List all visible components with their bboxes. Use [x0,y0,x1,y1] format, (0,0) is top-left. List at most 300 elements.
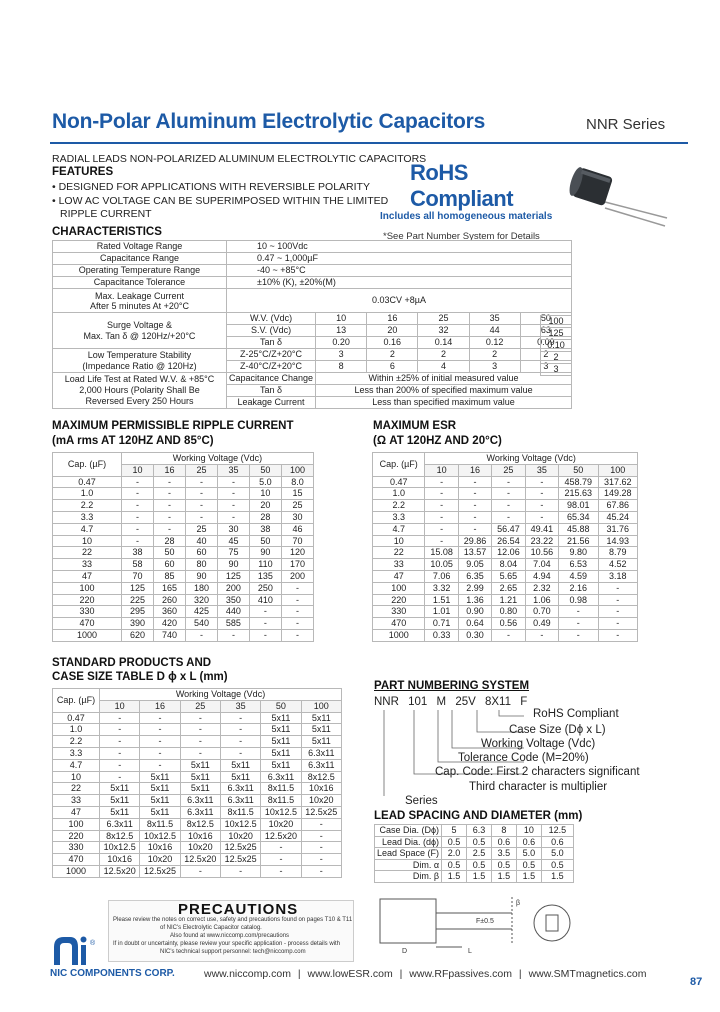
cap-header: Cap. (µF) [53,689,100,713]
table-cell: 100 [53,818,100,830]
voltage-header: 16 [140,700,180,712]
table-cell: 200 [217,582,249,594]
table-cell: 8x12.5 [301,771,341,783]
table-cell: 25 [281,500,313,512]
page-number: 87 [690,976,703,988]
lead-heading: LEAD SPACING AND DIAMETER (mm) [374,810,583,822]
table-cell: 12.5x20 [100,865,140,877]
table-cell: - [425,488,458,500]
table-cell: 50 [249,535,281,547]
table-cell: 5x11 [140,795,180,807]
table-cell: 10x12.5 [100,842,140,854]
table-cell: 15.08 [425,547,458,559]
table-cell: 215.63 [559,488,598,500]
table-cell: 3.32 [425,582,458,594]
table-cell: - [140,712,180,724]
table-cell: 0.30 [458,629,491,641]
table-cell: 6.3 [467,825,492,837]
voltage-header: 25 [180,700,220,712]
char-value: 10 ~ 100Vdc [227,241,572,253]
pn-item: Third character is multiplier [469,781,608,793]
table-cell: 6.35 [458,570,491,582]
page-title: Non-Polar Aluminum Electrolytic Capacitors [52,110,486,133]
table-cell: 1.5 [442,871,467,883]
table-cell: - [122,488,154,500]
char-label: Surge Voltage & [106,319,173,330]
char-value: 100 [541,316,572,328]
table-cell: 0.47 [373,476,425,488]
table-cell: - [185,500,217,512]
table-cell: - [122,535,154,547]
char-label: Z-25°C/Z+20°C [227,349,316,361]
table-row [373,559,638,571]
table-row [53,795,342,807]
title-divider [50,142,688,144]
table-row [53,806,342,818]
table-cell: 4.94 [525,570,558,582]
table-cell: 320 [185,594,217,606]
table-cell: 0.5 [491,859,516,871]
table-row [53,618,314,630]
table-cell: - [153,500,185,512]
table-cell: 4.7 [373,523,425,535]
pn-item: Working Voltage (Vdc) [481,738,596,750]
table-cell: - [559,629,598,641]
char-label: (Impedance Ratio @ 120Hz) [82,360,197,371]
table-cell: - [185,488,217,500]
char-value: 0.09 [520,337,571,349]
table-cell: 540 [185,618,217,630]
table-cell: 295 [122,606,154,618]
table-row [53,606,314,618]
table-row [373,500,638,512]
pn-tolerance: M [436,696,447,708]
footer-links [204,968,646,980]
char-value: ±10% (K), ±20%(M) [227,277,572,289]
table-cell: - [185,476,217,488]
table-cell: - [185,511,217,523]
wv-header: Working Voltage (Vdc) [425,453,638,465]
char-value: 2 [418,349,469,361]
table-cell: - [220,736,260,748]
table-cell: 5x11 [261,747,301,759]
table-cell: - [261,854,301,866]
precaution-line: If in doubt or uncertainty, please review your specific application - process details with [113,941,341,947]
table-cell: - [122,523,154,535]
table-cell: - [220,865,260,877]
table-cell: 8x11.5 [220,806,260,818]
table-cell: - [458,523,491,535]
table-cell: - [492,629,525,641]
table-cell: 390 [122,618,154,630]
table-cell: 110 [249,559,281,571]
footer-link[interactable]: www.SMTmagnetics.com [528,968,647,980]
table-cell: - [281,594,313,606]
table-row [373,511,638,523]
table-cell: - [492,476,525,488]
table-row [373,606,638,618]
table-cell: 440 [217,606,249,618]
char-label: Capacitance Tolerance [53,277,227,289]
precaution-line: Please review the notes on correct use, safety and precautions found on pages T10 & T11 [113,917,353,923]
table-cell: - [525,488,558,500]
table-cell: 10x16 [180,830,220,842]
table-cell: 30 [281,511,313,523]
table-cell: 7.06 [425,570,458,582]
table-cell: 30 [217,523,249,535]
table-cell: Dim. β [375,871,442,883]
char-value: 8 [316,361,367,373]
voltage-header: 100 [301,700,341,712]
char-value: Within ±25% of initial measured value [316,373,572,385]
table-cell: 12.5x20 [261,830,301,842]
table-cell: - [122,500,154,512]
table-cell: 1.0 [53,724,100,736]
lead-label-l: L [468,948,472,955]
char-value: 0.14 [418,337,469,349]
table-cell: 10x12.5 [261,806,301,818]
table-cell: 5x11 [180,759,220,771]
table-cell: 740 [153,629,185,641]
table-cell: - [217,488,249,500]
voltage-header: 100 [281,464,313,476]
char-label: Max. Tan δ @ 120Hz/+20°C [83,330,196,341]
table-cell: - [525,511,558,523]
table-cell: 21.56 [559,535,598,547]
table-cell: 1.5 [516,871,541,883]
table-cell: - [217,511,249,523]
table-cell: - [180,747,220,759]
table-row [53,547,314,559]
table-cell: 70 [281,535,313,547]
table-cell: - [301,818,341,830]
table-cell: - [281,582,313,594]
table-cell: 13.57 [458,547,491,559]
table-cell: 12.5x25 [140,865,180,877]
table-cell: 2.2 [53,736,100,748]
table-cell: 0.6 [491,836,516,848]
table-cell: 8.79 [598,547,637,559]
case-heading: STANDARD PRODUCTS AND [52,657,212,669]
table-cell: 330 [53,606,122,618]
table-cell: 149.28 [598,488,637,500]
table-cell: - [425,523,458,535]
voltage-header: 50 [261,700,301,712]
table-cell: - [525,500,558,512]
table-cell: 10x20 [261,818,301,830]
table-cell: 58 [122,559,154,571]
table-cell: 2.5 [467,848,492,860]
table-cell: 12.5 [541,825,573,837]
table-cell: 10x16 [140,842,180,854]
table-cell: - [180,736,220,748]
table-cell: 46 [281,523,313,535]
table-cell: 220 [373,594,425,606]
table-cell: - [261,865,301,877]
table-row [375,848,574,860]
table-cell: - [153,488,185,500]
char-value: Less than 200% of specified maximum value [316,385,572,397]
table-cell: 260 [153,594,185,606]
table-cell: 200 [281,570,313,582]
pn-item: Series [405,795,438,807]
table-cell: 38 [122,547,154,559]
table-cell: 5x11 [261,712,301,724]
ripple-subheading: (mA rms AT 120HZ AND 85°C) [52,435,214,447]
voltage-header: 25 [185,464,217,476]
table-cell: 6.3x11 [180,795,220,807]
table-cell: 2.32 [525,582,558,594]
char-value: 0.47 ~ 1,000µF [227,253,572,265]
table-cell: - [425,535,458,547]
char-value: 3 [316,349,367,361]
table-cell: 2.0 [442,848,467,860]
table-cell: 0.90 [458,606,491,618]
footer-link[interactable]: www.RFpassives.com [409,968,512,980]
voltage-header: 50 [249,464,281,476]
voltage-header: 16 [458,464,491,476]
table-cell: - [458,488,491,500]
char-100v-column [540,315,572,376]
table-cell: 22 [373,547,425,559]
table-cell: 50 [153,547,185,559]
table-cell: - [122,476,154,488]
case-size-table [52,688,342,878]
table-cell: 0.5 [467,836,492,848]
table-row [373,618,638,630]
table-cell: - [425,500,458,512]
esr-heading: MAXIMUM ESR [373,420,457,432]
table-cell: - [100,724,140,736]
table-cell: 100 [53,582,122,594]
precaution-line[interactable]: NIC's technical support personnel: tech@niccomp.com [160,949,306,955]
characteristics-table [52,240,572,409]
table-cell: 5x11 [100,806,140,818]
table-cell: 8x11.5 [261,783,301,795]
table-cell: 28 [153,535,185,547]
char-value: 0.20 [316,337,367,349]
char-value: 2 [520,349,571,361]
char-value: 25 [418,313,469,325]
voltage-header: 16 [153,464,185,476]
table-cell: 60 [153,559,185,571]
table-cell: 620 [122,629,154,641]
table-cell: 470 [53,854,100,866]
table-row [53,854,342,866]
char-label: Tan δ [227,337,316,349]
table-cell: 317.62 [598,476,637,488]
table-row [53,535,314,547]
rohs-note: Includes all homogeneous materials [380,211,553,222]
voltage-header: 100 [598,464,637,476]
table-cell: - [598,594,637,606]
table-cell: 10 [53,535,122,547]
table-cell: 135 [249,570,281,582]
table-row [375,859,574,871]
pn-item: Case Size (Dϕ x L) [509,724,606,736]
table-cell: - [100,759,140,771]
case-subheading: CASE SIZE TABLE D ϕ x L (mm) [52,671,228,683]
char-value: 10 [316,313,367,325]
table-cell: - [153,511,185,523]
table-cell: - [100,736,140,748]
footer-separator: | [297,968,301,980]
table-cell: - [249,606,281,618]
table-cell: 420 [153,618,185,630]
table-cell: 33 [53,559,122,571]
footer-link[interactable]: www.niccomp.com [204,968,291,980]
table-cell: 4.59 [559,570,598,582]
table-cell: 15 [281,488,313,500]
table-cell: 6.3x11 [100,818,140,830]
table-row [53,488,314,500]
table-cell: 6.3x11 [301,747,341,759]
table-cell: 33 [373,559,425,571]
voltage-header: 25 [492,464,525,476]
table-cell: 5x11 [261,759,301,771]
table-cell: 6.3x11 [261,771,301,783]
table-cell: 29.86 [458,535,491,547]
table-row [53,830,342,842]
char-value: 44 [469,325,520,337]
table-cell: 9.80 [559,547,598,559]
table-cell: - [492,511,525,523]
table-cell: 75 [217,547,249,559]
table-row [53,559,314,571]
table-cell: - [180,712,220,724]
char-value: 2 [367,349,418,361]
table-row [375,871,574,883]
table-cell: 67.86 [598,500,637,512]
table-cell: 5.65 [492,570,525,582]
esr-table [372,452,638,642]
table-cell: 2.65 [492,582,525,594]
table-cell: 330 [53,842,100,854]
table-cell: 220 [53,594,122,606]
table-cell: 56.47 [492,523,525,535]
table-cell: - [492,488,525,500]
capacitor-image [565,160,675,230]
features-heading: FEATURES [52,166,114,178]
table-cell: 1000 [373,629,425,641]
table-cell: 5.0 [516,848,541,860]
table-cell: 90 [217,559,249,571]
char-value: 0.03CV +8µA [227,289,572,313]
table-cell: 28 [249,511,281,523]
table-cell: 22 [53,547,122,559]
table-cell: 0.98 [559,594,598,606]
table-cell: 1.5 [467,871,492,883]
table-row [53,500,314,512]
table-cell: 180 [185,582,217,594]
char-label: Rated Voltage Range [53,241,227,253]
table-cell: 3.3 [373,511,425,523]
pn-rohs: F [520,696,528,708]
char-label: Tan δ [227,385,316,397]
table-cell: 0.5 [467,859,492,871]
table-cell: 14.93 [598,535,637,547]
table-row [373,629,638,641]
table-cell: 3.3 [53,511,122,523]
table-cell: 350 [217,594,249,606]
table-cell: 10 [516,825,541,837]
table-row [53,582,314,594]
table-cell: Lead Dia. (dϕ) [375,836,442,848]
table-cell: 12.06 [492,547,525,559]
table-cell: 1000 [53,629,122,641]
table-cell: 5x11 [100,795,140,807]
char-value: 35 [469,313,520,325]
table-cell: 470 [53,618,122,630]
table-cell: - [458,476,491,488]
table-cell: Lead Space (F) [375,848,442,860]
table-cell: - [598,582,637,594]
table-cell: 8x11.5 [261,795,301,807]
table-row [373,582,638,594]
table-row [53,842,342,854]
table-cell: 1.36 [458,594,491,606]
table-cell: 10x20 [220,830,260,842]
char-label: After 5 minutes At +20°C [90,300,189,311]
char-value: 0.12 [469,337,520,349]
pn-series: NNR [374,696,399,708]
table-row [53,712,342,724]
voltage-header: 10 [425,464,458,476]
table-row [53,747,342,759]
char-label: Reversed Every 250 Hours [85,396,194,406]
table-cell: 0.47 [53,712,100,724]
table-cell: 220 [53,830,100,842]
footer-link[interactable]: www.lowESR.com [307,968,393,980]
table-cell: 49.41 [525,523,558,535]
table-cell: 225 [122,594,154,606]
cap-header: Cap. (µF) [53,453,122,477]
table-row [53,594,314,606]
table-cell: 12.5x25 [220,842,260,854]
table-cell: - [301,842,341,854]
table-cell: 5.0 [541,848,573,860]
rohs-label: RoHS [410,160,468,185]
table-cell: 1.21 [492,594,525,606]
table-cell: 10.05 [425,559,458,571]
feature-item: • DESIGNED FOR APPLICATIONS WITH REVERSIBLE POLARITY [52,181,370,193]
table-cell: - [220,724,260,736]
table-cell: 5x11 [180,783,220,795]
table-row [53,570,314,582]
table-cell: - [301,830,341,842]
table-cell: 4.52 [598,559,637,571]
table-cell: 40 [185,535,217,547]
char-value: -40 ~ +85°C [227,265,572,277]
table-cell: 98.01 [559,500,598,512]
table-cell: 2.2 [373,500,425,512]
precaution-line[interactable]: Also found at www.niccomp.com/precautions [170,933,290,939]
table-cell: 250 [249,582,281,594]
table-cell: 470 [373,618,425,630]
table-cell: 5x11 [301,712,341,724]
table-cell: 0.70 [525,606,558,618]
table-cell: - [249,618,281,630]
table-cell: 5x11 [140,783,180,795]
table-cell: 4.7 [53,759,100,771]
table-cell: 8 [491,825,516,837]
table-cell: - [281,606,313,618]
char-value: 20 [367,325,418,337]
lead-label-d: D [402,948,408,955]
table-cell: - [261,842,301,854]
subtitle: RADIAL LEADS NON-POLARIZED ALUMINUM ELECTROLYTIC CAPACITORS [52,153,427,165]
table-cell: Dim. α [375,859,442,871]
